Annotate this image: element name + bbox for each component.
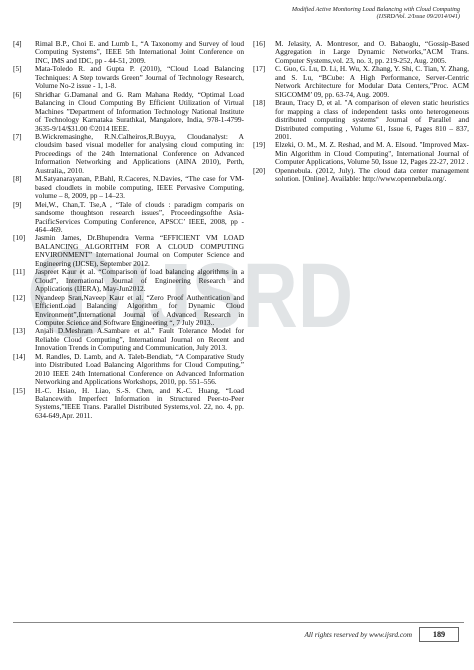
reference-text: Mei,W., Chan,T. Tse,A , “Tale of clouds : paradigm comparis on sandsome thoughtson research issues”, Proceedingsofthe Asia-PacificServices Computing Conference, APSCC’ IEEE, 2008, pp - 464–469. — [35, 199, 244, 234]
reference-item — [13, 91, 244, 133]
reference-item — [13, 234, 244, 268]
footer-divider — [13, 622, 464, 623]
reference-item — [13, 201, 244, 235]
reference-number: [16] — [253, 39, 266, 48]
references-left-column — [13, 40, 244, 420]
reference-text: Rimal B.P., Choi E. and Lumb I., “A Taxonomy and Survey of loud Computing Systems”, IEEE 5th International Joint Conference on INC, IMS and IDC, pp - 44-51, 2009. — [35, 39, 244, 65]
reference-number: [10] — [13, 233, 26, 243]
watermark-text: IJSRD — [128, 245, 353, 343]
references-right-column — [253, 40, 469, 184]
reference-item — [13, 40, 244, 65]
reference-text: Elzeki, O. M., M. Z. Reshad, and M. A. Elsoud. "Improved Max-Min Algorithm in Cloud Computing", International Journal of Computer Applications, Volume 50, Issue 12, Pages 22-27, 2012 . — [275, 140, 469, 167]
reference-text: Shridhar G.Damanal and G. Ram Mahana Reddy, “Optimal Load Balancing in Cloud Computing By Efficient Utilization of Virtual Machines ”Department of Information Technology National Institute of Technology Karnataka Surathkal, Mangalore, India, 978-1-4799-3635-9/14/$31.00 ©2014 IEEE. — [35, 89, 244, 133]
reference-item — [13, 65, 244, 90]
reference-text: M. Randles, D. Lamb, and A. Taleb-Bendiab, “A Comparative Study into Distributed Load Balancing Algorithms for Cloud Computing,” 2010 IEEE 24th International Conference on Advanced Information Networking and Applications Workshops, 2010, pp. 551–556. — [35, 351, 244, 387]
reference-item — [253, 99, 469, 141]
reference-number: [19] — [253, 140, 266, 150]
reference-text: Jasmin James, Dr.Bhupendra Verma “EFFICIENT VM LOAD BALANCING ALGORITHM FOR A CLOUD COMPUTING ENVIRONMENT” International Journal on Computer Science and Engineering (IJCSE), September 2012. — [35, 233, 244, 268]
reference-item — [253, 167, 469, 184]
reference-number: [17] — [253, 64, 266, 74]
reference-number: [5] — [13, 64, 22, 74]
reference-number: [13] — [13, 326, 26, 336]
reference-text: C. Guo, G. Lu, D. Li, H. Wu, X. Zhang, Y. Shi, C. Tian, Y. Zhang, and S. Lu, “BCube: A High Performance, Server-Centric Network Architecture for Modular Data Centers,”Proc. ACM SIGCOMM’ 09, pp. 63-74, Aug. 2009. — [275, 64, 469, 99]
reference-text: Mata-Toledo R. and Gupta P. (2010), “Cloud Load Balancing Techniques: A Step towards Green” Journal of Technology Research, Volume No-2 issue - 1, 1-8. — [35, 64, 244, 91]
reference-text: Braun, Tracy D, et al. "A comparison of eleven static heuristics for mapping a class of independent tasks onto heterogeneous distributed computing systems" Journal of Parallel and Distributed computing , Volume 61, Issue 6, Pages 810 – 837, 2001. — [275, 98, 469, 141]
reference-number: [9] — [13, 199, 22, 209]
reference-number: [8] — [13, 174, 22, 184]
reference-number: [11] — [13, 267, 25, 277]
reference-item — [253, 65, 469, 99]
reference-number: [15] — [13, 385, 26, 395]
running-header-title: Modified Active Monitoring Load Balancing with Cloud Computing — [291, 6, 460, 13]
running-header — [292, 6, 460, 21]
reference-number: [12] — [13, 292, 26, 302]
reference-item — [13, 353, 244, 387]
reference-item — [253, 141, 469, 166]
reference-text: B.Wickremasinghe, R.N.Calheiros,R.Buyya, Cloudanalyst: A cloudsim based visual modeller for analysing cloud computing in: Proceedings of the 24th International Conference on Advanced Information Networking and Applications (AINA 2010), Perth, Australia,, 2010. — [35, 131, 244, 175]
reference-item — [13, 268, 244, 293]
reference-text: M.Satyanarayanan, P.Bahl, R.Caceres, N.Davies, “The case for VM-based cloudlets in mobile computing, IEEE Pervasive Computing, volume – 8, 2009, pp – 14–23. — [35, 174, 244, 201]
reference-number: [6] — [13, 89, 22, 99]
reference-text: Nyandeep Sran,Naveep Kaur et al. “Zero Proof Authentication and EfficientLoad Balancing Algorithm for Dynamic Cloud Environment”,International Journal of Advanced Research in Computer Science and Software Engineering “, 7 July 2013.. — [35, 292, 244, 327]
reference-number: [4] — [13, 39, 22, 48]
reference-item — [13, 294, 244, 328]
reference-number: [14] — [13, 351, 26, 361]
reference-item — [13, 387, 244, 421]
reference-text: H.-C. Hsiao, H. Liao, S.-S. Chen, and K.-C. Huang, “Load Balancewith Imperfect Information in Structured Peer-to-Peer Systems,”IEEE Trans. Parallel Distributed Systems,vol. 22, no. 4, pp. 634-649,Apr. 2011. — [35, 385, 244, 420]
running-header-issue: (IJSRD/Vol. 2/Issue 09/2014/041) — [376, 13, 460, 21]
reference-number: [20] — [253, 165, 266, 175]
reference-item — [13, 327, 244, 352]
reference-number: [18] — [253, 98, 266, 108]
footer-copyright: All rights reserved by www.ijsrd.com — [304, 630, 412, 639]
reference-item — [253, 40, 469, 65]
reference-text: M. Jelasity, A. Montresor, and O. Babaoglu, “Gossip-Based Aggregation in Large Dynamic Networks,”ACM Trans. Computer Systems,vol. 23, no. 3, pp. 219-252, Aug. 2005. — [275, 39, 469, 65]
reference-number: [7] — [13, 131, 22, 141]
reference-text: Opennebula. (2012, July). The cloud data center management solution. [Online]. Available: http://www.opennebula.org/. — [275, 165, 469, 184]
reference-item — [13, 133, 244, 175]
reference-text: Anjali D.Meshram A.Sambare et al.” Fault Tolerance Model for Reliable Cloud Computing”, International Journal on Recent and Innovation Trends in Computing and Communication, July 2013. — [35, 326, 244, 353]
reference-text: Jaspreet Kaur et al. “Comparison of load balancing algorithms in a Cloud”, International Journal of Engineering Research and Applications (IJERA), May-Jun2012. — [35, 267, 244, 294]
page-number: 189 — [419, 627, 459, 642]
reference-item — [13, 175, 244, 200]
